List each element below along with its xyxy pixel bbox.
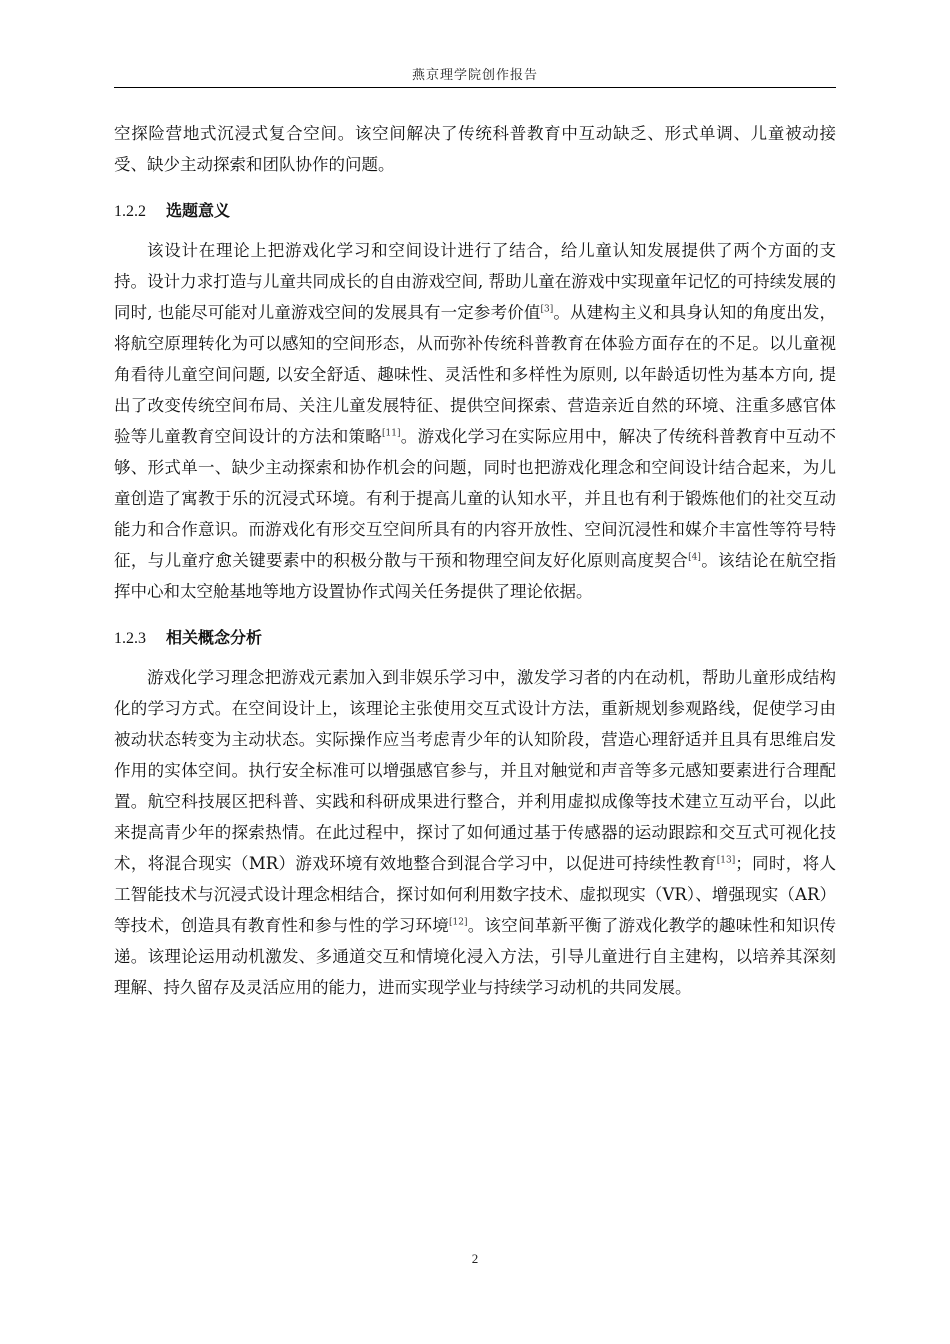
citation-ref: [11] — [382, 428, 401, 439]
citation-ref: [4] — [688, 552, 701, 563]
paragraph-continuation: 空探险营地式沉浸式复合空间。该空间解决了传统科普教育中互动缺乏、形式单调、儿童被动接受、缺少主动探索和团队协作的问题。 — [114, 124, 836, 174]
paragraph-text: 游戏化学习理念把游戏元素加入到非娱乐学习中，激发学习者的内在动机，帮助儿童形成结构化的学习方式。在空间设计上，该理论主张使用交互式设计方法，重新规划参观路线，促使学习由被动状态转变为主动状态。实际操作应当考虑青少年的认知阶段，营造心理舒适并且具有思维启发作用的实体空间。执行安全标准可以增强感官参与，并且对触觉和声音等多元感知要素进行合理配置。航空科技展区把科普、实践和科研成果进行整合，并利用虚拟成像等技术建立互动平台，以此来提高青少年的探索热情。在此过程中，探讨了如何通过基于传感器的运动跟踪和交互式可视化技术，将混合现实（MR）游戏环境有效地整合到混合学习中，以促进可持续性教育 — [114, 668, 836, 873]
section-title: 选题意义 — [166, 201, 231, 220]
citation-ref: [12] — [449, 917, 468, 928]
paragraph-text: ；同时，将人工智能技术与沉浸式设计理念相结合，探讨如何利用数字技术、虚拟现实（VR）、增强现实（AR）等技术，创造具有教育性和参与性的学习环境 — [114, 854, 836, 935]
paragraph-text: 该设计在理论上把游戏化学习和空间设计进行了结合，给儿童认知发展提供了两个方面的支持。设计力求打造与儿童共同成长的自由游戏空间, 帮助儿童在游戏中实现童年记忆的可持续发展的同时, 也能尽可能对儿童游戏空间的发展具有一定参考价值 — [114, 241, 836, 322]
section-heading-1-2-3 — [114, 627, 836, 650]
citation-ref: [13] — [716, 855, 736, 866]
section-title: 相关概念分析 — [166, 628, 263, 647]
paragraph-text: 。该空间革新平衡了游戏化教学的趣味性和知识传递。该理论运用动机激发、多通道交互和情境化浸入方法，引导儿童进行自主建构，以培养其深刻理解、持久留存及灵活应用的能力，进而实现学业与持续学习动机的共同发展。 — [114, 916, 837, 997]
section-number: 1.2.2 — [114, 203, 146, 220]
section-heading-1-2-2 — [114, 200, 836, 223]
paragraph-text: 。游戏化学习在实际应用中，解决了传统科普教育中互动不够、形式单一、缺少主动探索和协作机会的问题，同时也把游戏化理念和空间设计结合起来，为儿童创造了寓教于乐的沉浸式环境。有利于提高儿童的认知水平，并且也有利于锻炼他们的社交互动能力和合作意识。而游戏化有形交互空间所具有的内容开放性、空间沉浸性和媒介丰富性等符号特征，与儿童疗愈关键要素中的积极分散与干预和物理空间友好化原则高度契合 — [114, 427, 837, 570]
paragraph-text: 。该结论在航空指挥中心和太空舱基地等地方设置协作式闯关任务提供了理论依据。 — [114, 551, 837, 601]
section-number: 1.2.3 — [114, 630, 146, 647]
paragraph-concept-analysis — [114, 662, 836, 1003]
paragraph-topic-significance — [114, 235, 836, 607]
page-number: 2 — [471, 1251, 479, 1266]
paragraph-text: 。从建构主义和具身认知的角度出发，将航空原理转化为可以感知的空间形态，从而弥补传统科普教育在体验方面存在的不足。以儿童视角看待儿童空间问题, 以安全舒适、趣味性、灵活性和多样性为原则, 以年龄适切性为基本方向, 提出了改变传统空间布局、关注儿童发展特征、提供空间探索、营造亲近自然的环境、注重多感官体验等儿童教育空间设计的方法和策略 — [114, 303, 836, 446]
document-body — [114, 118, 836, 1003]
citation-ref: [3] — [540, 304, 554, 315]
header-divider — [114, 87, 836, 88]
running-header: 燕京理学院创作报告 — [411, 68, 538, 83]
